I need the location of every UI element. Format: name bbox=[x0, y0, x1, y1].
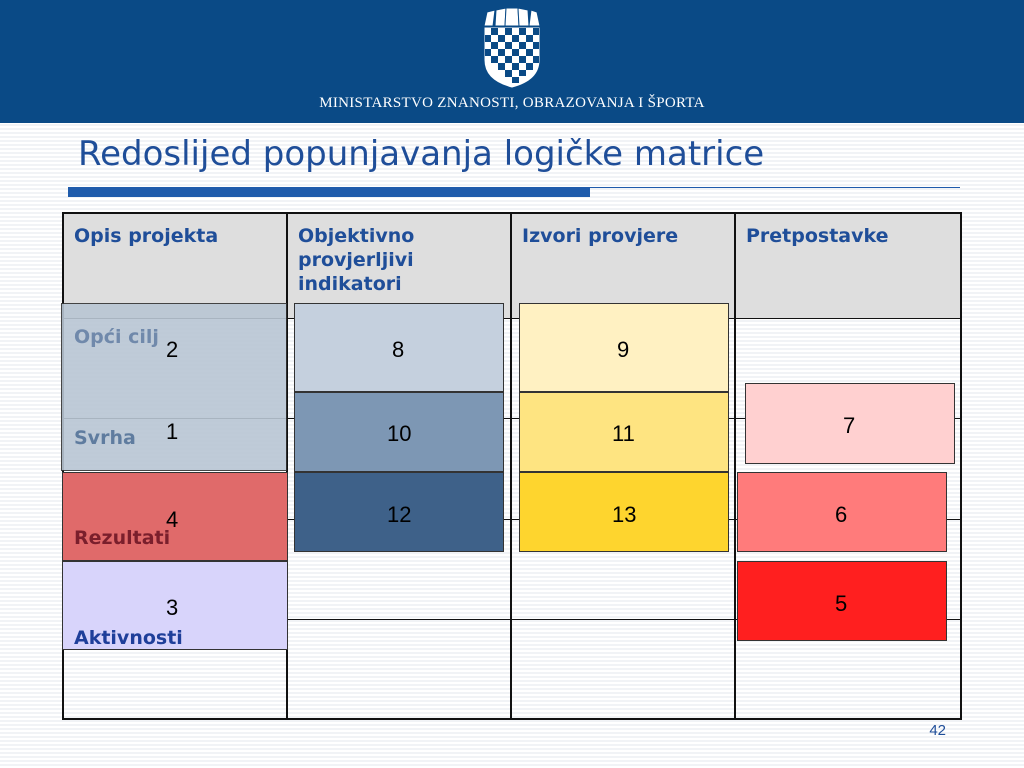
order-number: 9 bbox=[617, 337, 630, 362]
column-header-opis: Opis projekta bbox=[74, 225, 219, 247]
title-underline-line bbox=[590, 187, 960, 188]
title-underline-bar bbox=[68, 187, 590, 197]
page-title: Redoslijed popunjavanja logičke matrice bbox=[78, 134, 765, 174]
order-number: 13 bbox=[612, 502, 637, 527]
row-label-svrha: Svrha bbox=[74, 427, 136, 449]
order-number: 7 bbox=[843, 413, 856, 438]
column-divider bbox=[734, 214, 736, 718]
page-number: 42 bbox=[929, 722, 946, 739]
order-number: 6 bbox=[835, 502, 848, 527]
row-label-opci-cilj: Opći cilj bbox=[74, 326, 159, 348]
order-number: 4 bbox=[166, 507, 179, 532]
order-number: 12 bbox=[387, 502, 412, 527]
order-number: 2 bbox=[166, 337, 179, 362]
column-header-izvori: Izvori provjere bbox=[522, 225, 679, 247]
order-number: 8 bbox=[392, 337, 405, 362]
order-number: 11 bbox=[612, 421, 635, 446]
croatian-coat-of-arms-icon bbox=[481, 8, 543, 88]
order-number: 1 bbox=[166, 419, 179, 444]
ministry-name: MINISTARSTVO ZNANOSTI, OBRAZOVANJA I ŠPORTA bbox=[319, 95, 705, 111]
order-number: 5 bbox=[835, 591, 848, 616]
column-header-indikatori: Objektivno provjerljivi indikatori bbox=[298, 225, 415, 295]
order-number: 10 bbox=[387, 421, 412, 446]
row-label-rezultati: Rezultati bbox=[74, 527, 171, 549]
column-header-pretpostavke: Pretpostavke bbox=[746, 225, 889, 247]
header-banner bbox=[0, 0, 1024, 123]
column-divider bbox=[510, 214, 512, 718]
row-label-aktivnosti: Aktivnosti bbox=[74, 627, 183, 649]
order-number: 3 bbox=[166, 595, 179, 620]
